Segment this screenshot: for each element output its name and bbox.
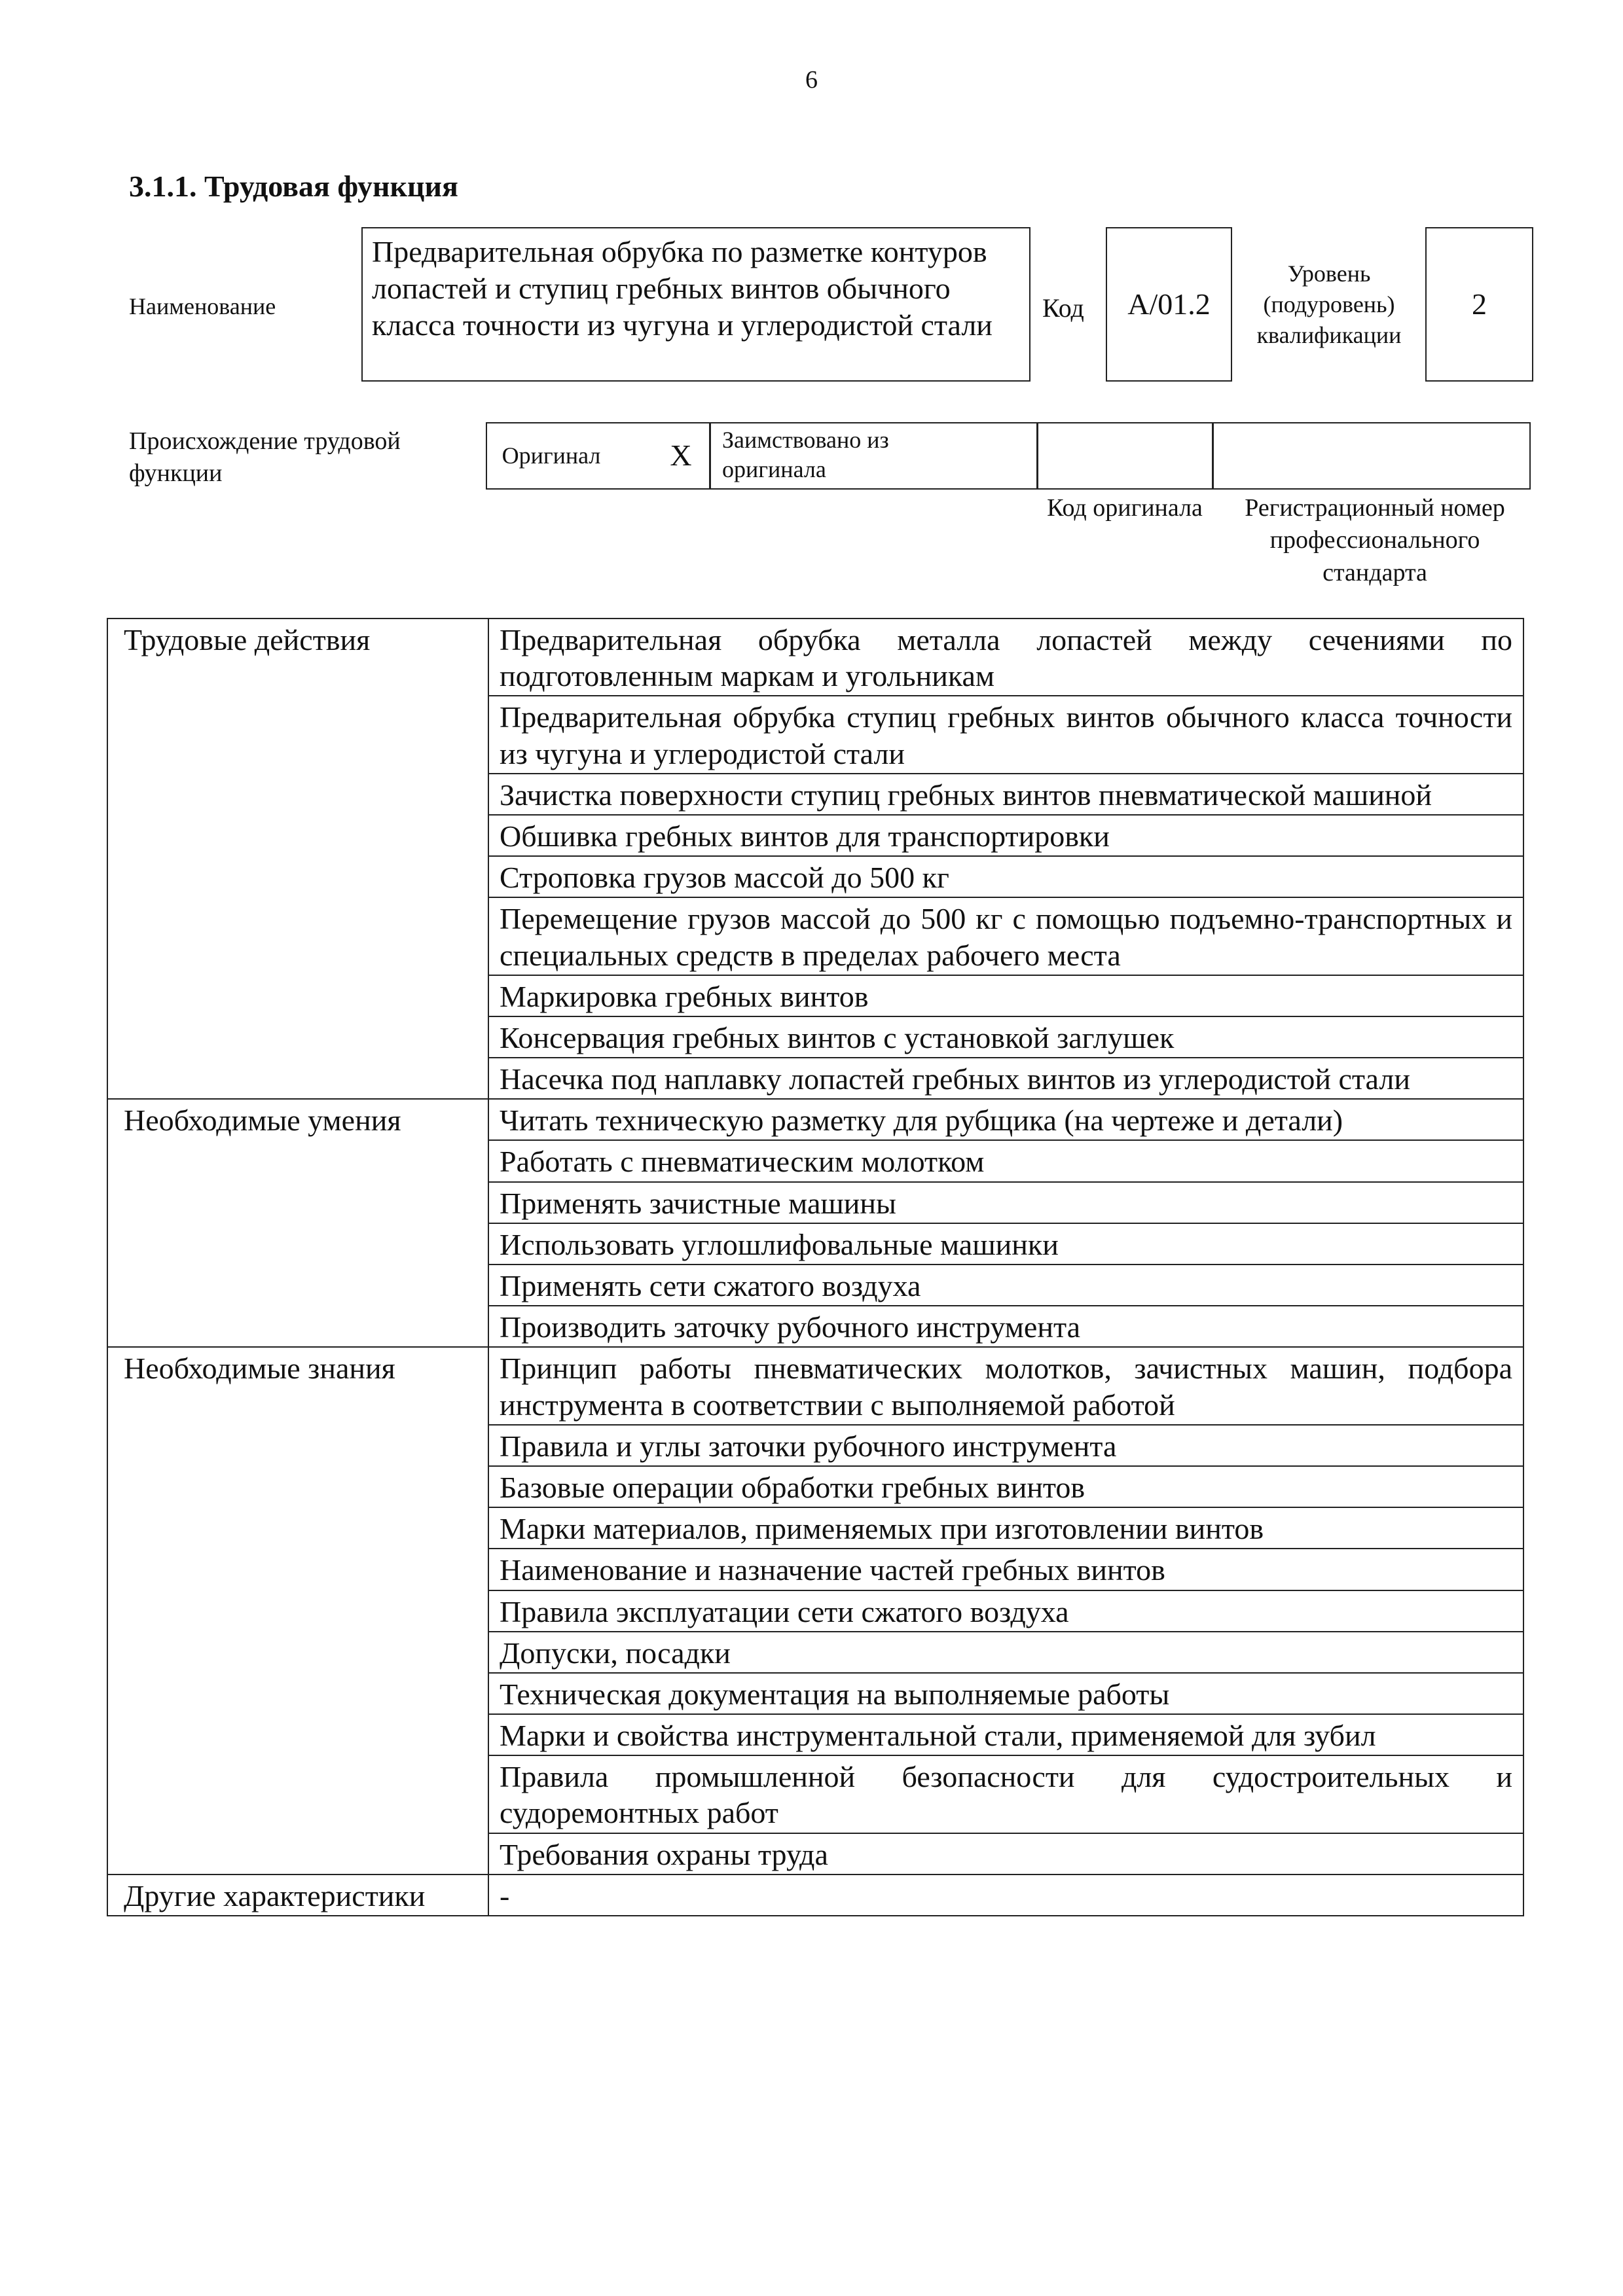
section-item: Техническая документация на выполняемые работы bbox=[488, 1673, 1523, 1714]
section-item: Насечка под наплавку лопастей гребных винтов из углеродистой стали bbox=[488, 1058, 1523, 1099]
function-name-value: Предварительная обрубка по разметке контуров лопастей и ступиц гребных винтов обычного класса точности из чугуна и углеродистой стали bbox=[372, 235, 993, 342]
section-label: Другие характеристики bbox=[107, 1874, 488, 1916]
level-box bbox=[1425, 227, 1533, 382]
table-row bbox=[107, 1874, 1523, 1916]
section-item: Применять сети сжатого воздуха bbox=[488, 1265, 1523, 1306]
code-label: Код bbox=[1042, 293, 1084, 323]
table-row bbox=[107, 619, 1523, 696]
original-mark: X bbox=[670, 439, 692, 473]
section-item: Консервация гребных винтов с установкой заглушек bbox=[488, 1016, 1523, 1058]
section-item: Зачистка поверхности ступиц гребных винтов пневматической машиной bbox=[488, 774, 1523, 815]
section-item: Предварительная обрубка ступиц гребных винтов обычного класса точности из чугуна и углеродистой стали bbox=[488, 696, 1523, 773]
original-label: Оригинал bbox=[501, 442, 601, 469]
section-label: Необходимые умения bbox=[107, 1099, 488, 1347]
function-details-table bbox=[107, 618, 1524, 1916]
section-item: - bbox=[488, 1874, 1523, 1916]
origin-label: Происхождение трудовой функции bbox=[129, 427, 401, 488]
section-item: Обшивка гребных винтов для транспортировки bbox=[488, 815, 1523, 856]
section-title: 3.1.1. Трудовая функция bbox=[129, 170, 458, 203]
section-item: Строповка грузов массой до 500 кг bbox=[488, 856, 1523, 897]
section-item: Работать с пневматическим молотком bbox=[488, 1140, 1523, 1181]
section-item: Производить заточку рубочного инструмента bbox=[488, 1306, 1523, 1347]
page-number: 6 bbox=[805, 66, 818, 94]
section-item: Наименование и назначение частей гребных винтов bbox=[488, 1549, 1523, 1590]
section-item: Маркировка гребных винтов bbox=[488, 975, 1523, 1016]
code-box bbox=[1106, 227, 1232, 382]
reg-number-caption: Регистрационный номер профессионального стандарта bbox=[1245, 494, 1505, 586]
section-item: Применять зачистные машины bbox=[488, 1182, 1523, 1223]
divider bbox=[1212, 422, 1214, 490]
level-value: 2 bbox=[1472, 287, 1487, 321]
section-item: Принцип работы пневматических молотков, зачистных машин, подбора инструмента в соответствии с выполняемой работой bbox=[488, 1347, 1523, 1424]
table-row bbox=[107, 1099, 1523, 1140]
code-value: A/01.2 bbox=[1127, 287, 1211, 321]
section-item: Использовать углошлифовальные машинки bbox=[488, 1223, 1523, 1265]
section-item: Допуски, посадки bbox=[488, 1632, 1523, 1673]
name-label: Наименование bbox=[129, 293, 276, 319]
section-item: Перемещение грузов массой до 500 кг с помощью подъемно-транспортных и специальных средств в пределах рабочего места bbox=[488, 897, 1523, 975]
code-original-caption: Код оригинала bbox=[1047, 494, 1203, 522]
section-item: Марки и свойства инструментальной стали, применяемой для зубил bbox=[488, 1714, 1523, 1755]
section-item: Читать техническую разметку для рубщика (на чертеже и детали) bbox=[488, 1099, 1523, 1140]
divider bbox=[709, 422, 711, 490]
section-item: Марки материалов, применяемых при изготовлении винтов bbox=[488, 1507, 1523, 1549]
section-label: Необходимые знания bbox=[107, 1347, 488, 1874]
section-item: Базовые операции обработки гребных винтов bbox=[488, 1466, 1523, 1507]
section-item: Требования охраны труда bbox=[488, 1833, 1523, 1874]
borrowed-label: Заимствовано из оригинала bbox=[722, 427, 889, 482]
level-label: Уровень (подуровень) квалификации bbox=[1256, 260, 1402, 348]
section-item: Правила промышленной безопасности для судостроительных и судоремонтных работ bbox=[488, 1755, 1523, 1833]
origin-box bbox=[486, 422, 1531, 490]
section-label: Трудовые действия bbox=[107, 619, 488, 1099]
divider bbox=[1036, 422, 1038, 490]
section-item: Предварительная обрубка металла лопастей между сечениями по подготовленным маркам и угольникам bbox=[488, 619, 1523, 696]
function-name-box bbox=[361, 227, 1030, 382]
table-row bbox=[107, 1347, 1523, 1424]
section-item: Правила и углы заточки рубочного инструмента bbox=[488, 1425, 1523, 1466]
section-item: Правила эксплуатации сети сжатого воздуха bbox=[488, 1590, 1523, 1632]
